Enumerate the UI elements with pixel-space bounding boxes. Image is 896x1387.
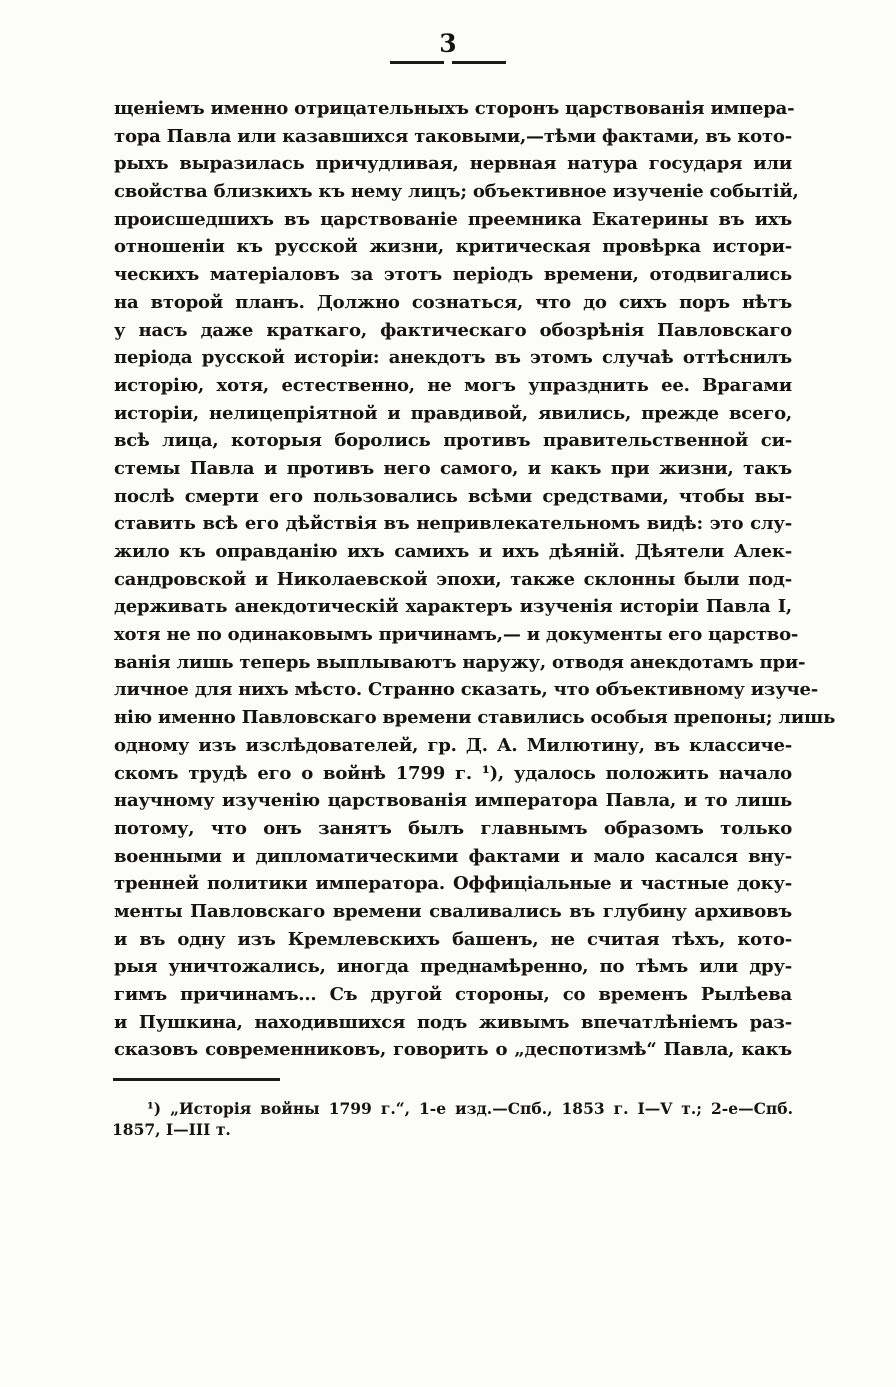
text-line: тора Павла или казавшихся таковыми,—тѣми фактами, въ кото-	[114, 125, 792, 147]
footnote-rule	[113, 1078, 280, 1081]
text-line: научному изученію царствованія императора Павла, и то лишь	[114, 790, 792, 812]
text-line: хотя не по одинаковымъ причинамъ,— и документы его царство-	[114, 624, 799, 646]
text-line: исторіи, нелицепріятной и правдивой, явились, прежде всего,	[114, 402, 792, 424]
text-line: всѣ лица, которыя боролись противъ правительственной си-	[114, 430, 792, 452]
text-line: менты Павловскаго времени сваливались въ глубину архивовъ	[114, 900, 792, 922]
page-header	[0, 31, 896, 56]
text-line: рыхъ выразилась причудливая, нервная натура государя или	[114, 153, 792, 175]
text-line: тренней политики императора. Оффиціальные и частные доку-	[114, 873, 792, 895]
text-line: нію именно Павловскаго времени ставились особыя препоны; лишь	[114, 707, 836, 729]
text-line: рыя уничтожались, иногда преднамѣренно, по тѣмъ или дру-	[114, 956, 792, 978]
text-line: и Пушкина, находившихся подъ живымъ впечатлѣніемъ раз-	[114, 1011, 792, 1033]
text-line: гимъ причинамъ... Съ другой стороны, со временъ Рылѣева	[114, 984, 792, 1005]
text-line: щеніемъ именно отрицательныхъ сторонъ царствованія импера-	[114, 98, 795, 119]
text-line: происшедшихъ въ царствованіе преемника Екатерины въ ихъ	[114, 208, 792, 230]
text-line: военными и дипломатическими фактами и мало касался вну-	[114, 845, 792, 867]
text-line: сказовъ современниковъ, говорить о „деспотизмѣ“ Павла, какъ	[114, 1039, 792, 1061]
text-line: держивать анекдотическій характеръ изученія исторіи Павла I,	[114, 596, 792, 618]
text-line: на второй планъ. Должно сознаться, что до сихъ поръ нѣтъ	[114, 291, 792, 313]
footnote-line: 1857, I—III т.	[112, 1120, 231, 1139]
page-number: 3	[439, 29, 457, 58]
text-line: сандровской и Николаевской эпохи, также склонны были под-	[114, 568, 792, 590]
text-line: жило къ оправданію ихъ самихъ и ихъ дѣяній. Дѣятели Алек-	[114, 541, 792, 562]
text-line: у насъ даже краткаго, фактическаго обозрѣнія Павловскаго	[114, 319, 792, 341]
text-line: исторію, хотя, естественно, не могъ упразднить ее. Врагами	[114, 374, 792, 396]
body-text	[114, 95, 836, 1064]
header-rules	[0, 61, 896, 64]
text-line: послѣ смерти его пользовались всѣми средствами, чтобы вы-	[114, 485, 792, 507]
text-line: стемы Павла и противъ него самого, и какъ при жизни, такъ	[114, 457, 792, 479]
text-line: ванія лишь теперь выплываютъ наружу, отводя анекдотамъ при-	[114, 651, 806, 673]
text-line: періода русской исторіи: анекдотъ въ этомъ случаѣ оттѣснилъ	[114, 347, 792, 369]
text-line: отношеніи къ русской жизни, критическая провѣрка истори-	[114, 236, 792, 258]
header-rule-left	[390, 61, 444, 64]
text-line: ставить всѣ его дѣйствія въ непривлекательномъ видѣ: это слу-	[114, 513, 792, 535]
text-line: личное для нихъ мѣсто. Странно сказать, что объективному изуче-	[114, 679, 819, 701]
text-line: ческихъ матеріаловъ за этотъ періодъ времени, отодвигались	[114, 264, 792, 286]
footnote	[112, 1098, 793, 1140]
footnote-line: ¹) „Исторія войны 1799 г.“, 1-е изд.—Спб., 1853 г. I—V т.; 2-е—Спб.	[147, 1099, 793, 1118]
text-line: одному изъ изслѣдователей, гр. Д. А. Милютину, въ классиче-	[114, 734, 792, 756]
text-line: скомъ трудѣ его о войнѣ 1799 г. ¹), удалось положить начало	[114, 762, 792, 784]
header-rule-right	[452, 61, 506, 64]
text-line: свойства близкихъ къ нему лицъ; объективное изученіе событій,	[114, 181, 799, 203]
text-line: и въ одну изъ Кремлевскихъ башенъ, не считая тѣхъ, кото-	[114, 928, 792, 950]
text-line: потому, что онъ занятъ былъ главнымъ образомъ только	[114, 817, 792, 839]
